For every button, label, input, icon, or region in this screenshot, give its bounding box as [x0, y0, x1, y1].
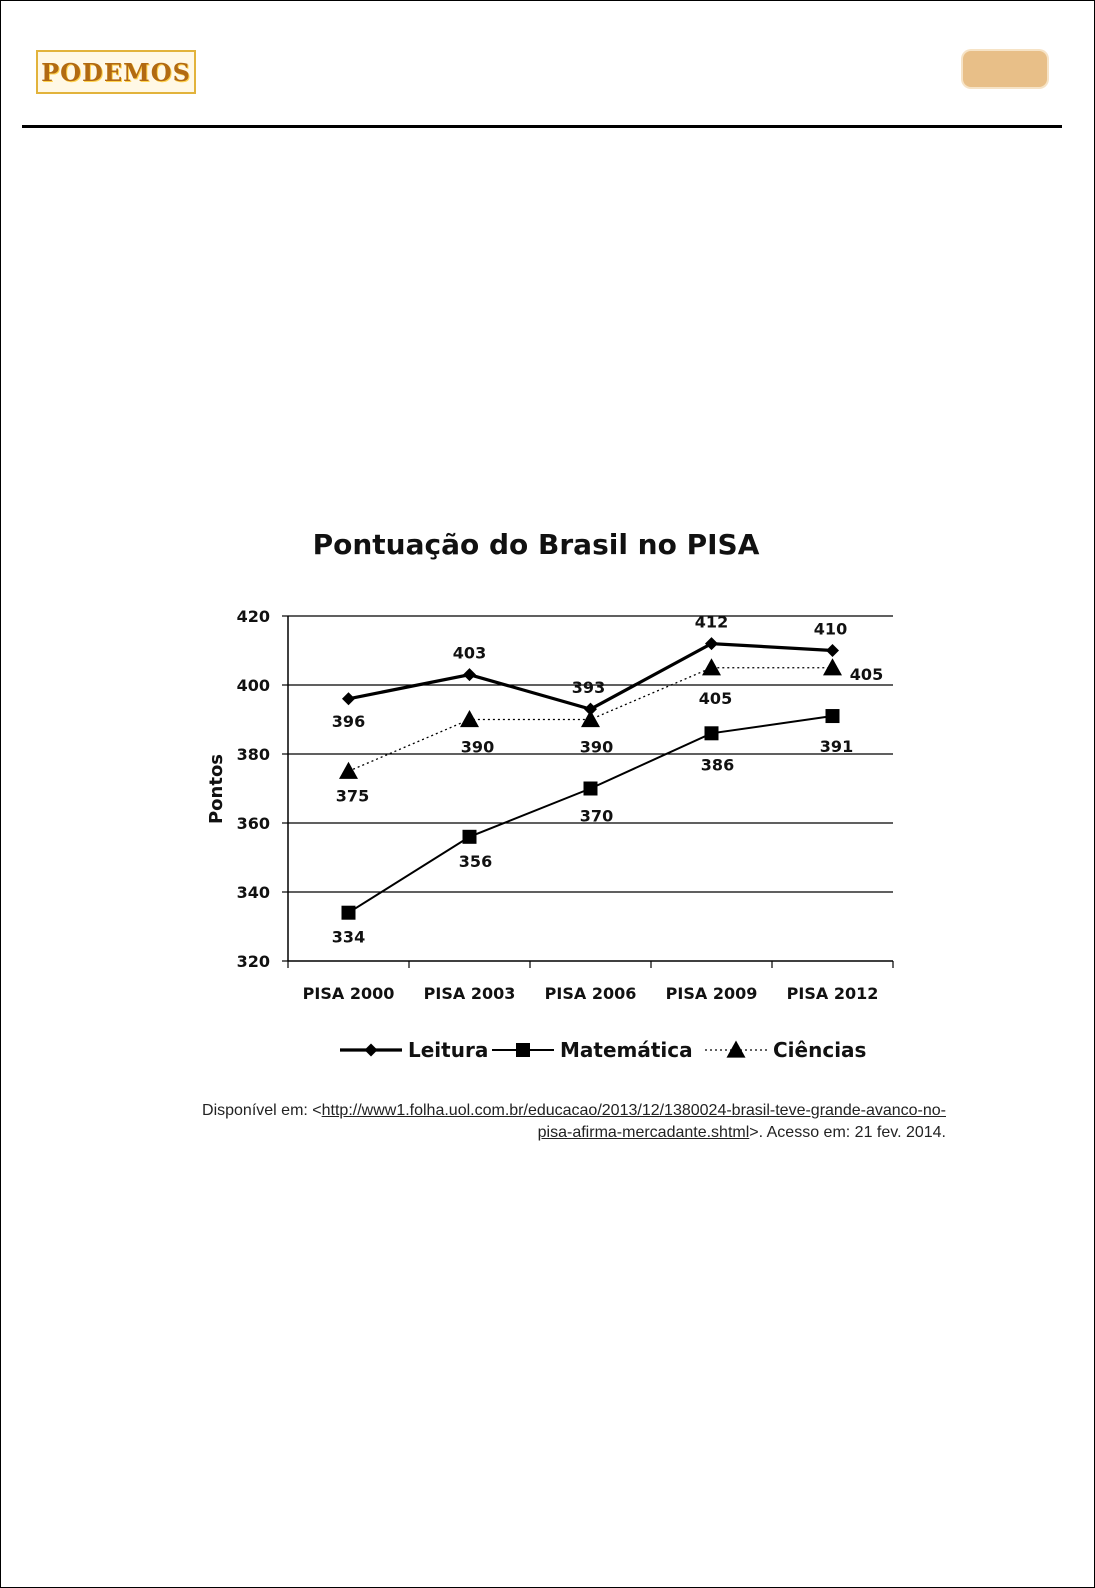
- data-point-leitura: [463, 668, 476, 681]
- data-point-matemática: [826, 709, 840, 723]
- data-label-ciências: 390: [460, 737, 495, 757]
- data-point-leitura: [826, 644, 839, 657]
- data-label-matemática: 391: [819, 737, 854, 757]
- y-tick-label: 340: [236, 883, 270, 902]
- chart-title: Pontuação do Brasil no PISA: [312, 528, 760, 561]
- data-label-leitura: 396: [331, 711, 366, 731]
- data-label-ciências: 405: [698, 688, 733, 708]
- data-label-matemática: 356: [458, 851, 493, 871]
- data-point-matemática: [342, 906, 356, 920]
- data-point-matemática: [705, 726, 719, 740]
- y-tick-label: 400: [236, 676, 270, 695]
- x-tick-label: PISA 2012: [786, 984, 879, 1003]
- y-tick-label: 380: [236, 745, 270, 764]
- logo-text: PODEMOS: [41, 57, 191, 87]
- data-point-ciências: [460, 710, 479, 727]
- legend-label-leitura: Leitura: [408, 1038, 489, 1062]
- data-point-ciências: [823, 658, 842, 675]
- source-suffix: >. Acesso em: 21 fev. 2014.: [749, 1124, 946, 1141]
- data-point-ciências: [702, 658, 721, 675]
- source-citation: [132, 1100, 946, 1144]
- data-label-matemática: 334: [331, 927, 366, 947]
- y-tick-label: 360: [236, 814, 270, 833]
- data-point-ciências: [339, 762, 358, 779]
- legend: [340, 1038, 866, 1062]
- data-label-leitura: 412: [694, 612, 729, 632]
- data-label-leitura: 410: [813, 619, 848, 639]
- data-point-matemática: [584, 782, 598, 796]
- data-point-leitura: [342, 692, 355, 705]
- x-tick-label: PISA 2009: [665, 984, 758, 1003]
- x-tick-label: PISA 2006: [544, 984, 637, 1003]
- data-point-matemática: [463, 830, 477, 844]
- legend-label-matemática: Matemática: [560, 1038, 693, 1062]
- y-tick-label: 420: [236, 607, 270, 626]
- series-line-leitura: [349, 644, 833, 710]
- legend-marker-leitura: [365, 1044, 378, 1057]
- y-axis-label: Pontos: [206, 753, 227, 825]
- data-label-ciências: 405: [849, 664, 884, 684]
- legend-marker-ciências: [727, 1041, 746, 1058]
- source-prefix: Disponível em: <: [202, 1102, 322, 1119]
- source-link-part1[interactable]: http://www1.folha.uol.com.br/educacao/2013/12/1380024-brasil-teve-grande-avanco-no-: [321, 1102, 946, 1119]
- data-label-leitura: 393: [571, 678, 606, 698]
- source-link-part2[interactable]: pisa-afirma-mercadante.shtml: [537, 1124, 750, 1141]
- data-point-leitura: [705, 637, 718, 650]
- data-label-ciências: 375: [335, 786, 370, 806]
- legend-label-ciências: Ciências: [773, 1038, 867, 1062]
- x-tick-label: PISA 2003: [423, 984, 516, 1003]
- data-label-matemática: 386: [700, 755, 735, 775]
- x-tick-label: PISA 2000: [302, 984, 395, 1003]
- y-tick-label: 320: [236, 952, 270, 971]
- data-label-leitura: 403: [452, 643, 487, 663]
- data-label-ciências: 390: [579, 737, 614, 757]
- data-label-matemática: 370: [579, 806, 614, 826]
- data-point-ciências: [581, 710, 600, 727]
- legend-marker-matemática: [516, 1043, 530, 1057]
